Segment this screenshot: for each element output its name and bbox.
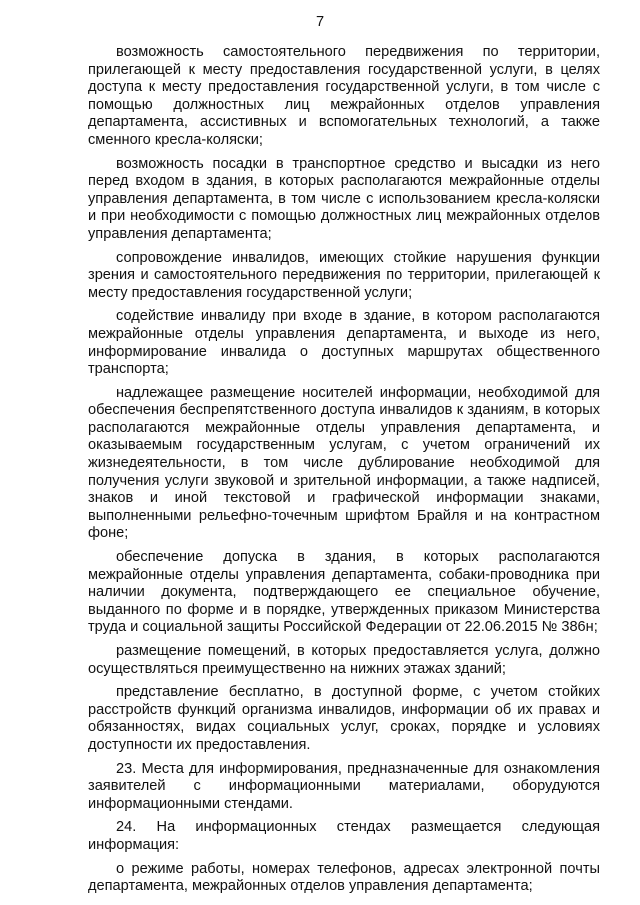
page-number: 7 (315, 14, 325, 30)
paragraph-entrance-assistance: содействие инвалиду при входе в здание, в котором располагаются межрайонные отделы управления департамента, и выходе из него, информирование инвалида о доступных маршрутах общественного транспорта; (88, 308, 600, 378)
paragraph-premises-placement: размещение помещений, в которых предоставляется услуга, должно осуществляться преимущественно на нижних этажах зданий; (88, 643, 600, 677)
paragraph-section-24: 24. На информационных стендах размещается следующая информация: (88, 819, 600, 853)
paragraph-information-placement: надлежащее размещение носителей информации, необходимой для обеспечения беспрепятственного доступа инвалидов к зданиям, в которых располагаются межрайонные отделы управления департамента, и оказываемым государственным услугам, с учетом ограничений их жизнедеятельности, в том числе дублирование необходимой для получения услуги звуковой и зрительной информации, а также надписей, знаков и иной текстовой и графической информации знаками, выполненными рельефно-точечным шрифтом Брайля и на контрастном фоне; (88, 384, 600, 542)
paragraph-section-23: 23. Места для информирования, предназначенные для ознакомления заявителей с информационными материалами, оборудуются информационными стендами. (88, 760, 600, 812)
paragraph-free-information: представление бесплатно, в доступной форме, с учетом стойких расстройств функций организма инвалидов, информации об их правах и обязанностях, видах социальных услуг, сроках, порядке и условиях доступности их предоставления. (88, 684, 600, 753)
paragraph-vehicle-boarding: возможность посадки в транспортное средство и высадки из него перед входом в здания, в которых располагаются межрайонные отделы управления департамента, в том числе с использованием кресла-коляски и при необходимости с помощью должностных лиц межрайонных отделов управления департамента; (88, 155, 600, 242)
paragraph-work-schedule: о режиме работы, номерах телефонов, адресах электронной почты департамента, межрайонных отделов управления департамента; (88, 860, 600, 895)
document-body (88, 44, 600, 902)
paragraph-guide-dog-access: обеспечение допуска в здания, в которых располагаются межрайонные отделы управления департамента, собаки-проводника при наличии документа, подтверждающего ее специальное обучение, выданного по форме и в порядке, утвержденных приказом Министерства труда и социальной защиты Российской Федерации от 22.06.2015 № 386н; (88, 549, 600, 636)
paragraph-escort-visually-impaired: сопровождение инвалидов, имеющих стойкие нарушения функции зрения и самостоятельного передвижения по территории, прилегающей к месту предоставления государственной услуги; (88, 249, 600, 301)
paragraph-mobility-territory: возможность самостоятельного передвижения по территории, прилегающей к месту предоставления государственной услуги, в целях доступа к месту предоставления государственной услуги, в том числе с помощью должностных лиц межрайонных отделов управления департамента, ассистивных и вспомогательных технологий, а также сменного кресла-коляски; (88, 44, 600, 148)
